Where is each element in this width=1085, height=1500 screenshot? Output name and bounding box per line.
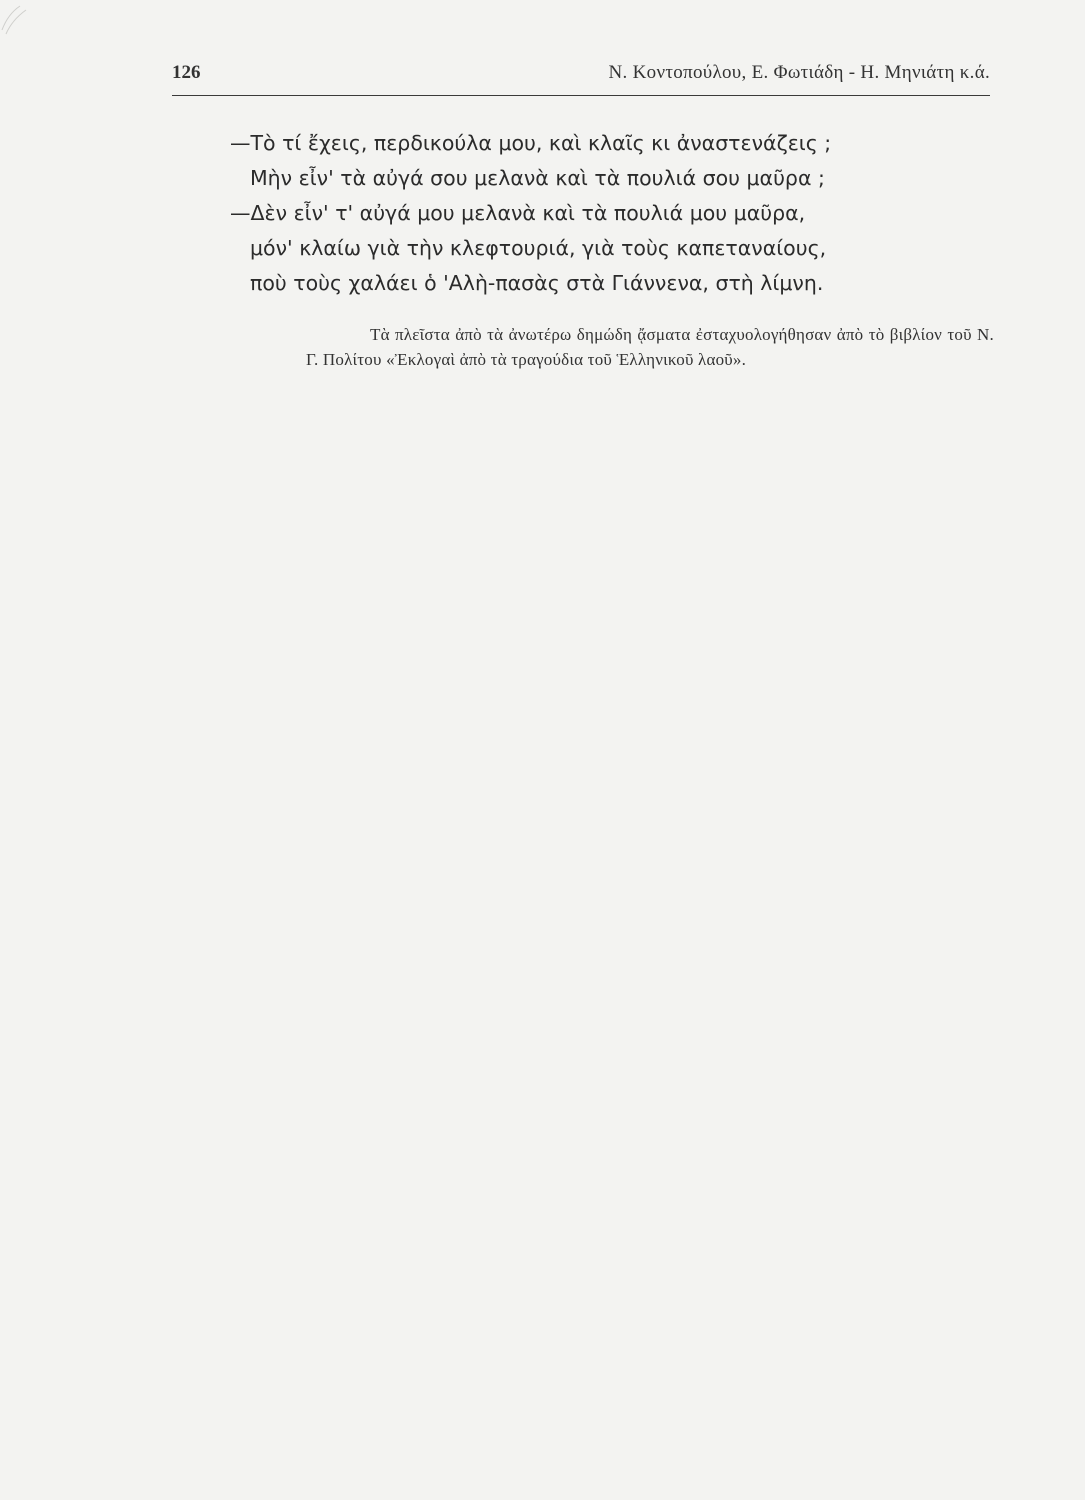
poem-line: ποὺ τοὺς χαλάει ὁ 'Αλὴ-πασὰς στὰ Γιάννενα, στὴ λίμνη. bbox=[250, 271, 824, 295]
source-footnote bbox=[306, 322, 994, 372]
footnote-text: Τὰ πλεῖστα ἀπὸ τὰ ἀνωτέρω δημώδη ᾄσματα ἐσταχυολογήθησαν ἀπὸ τὸ βιβλίον τοῦ Ν. Γ. Πολίτου «Ἐκλογαὶ ἀπὸ τὰ τραγούδια τοῦ Ἑλληνικοῦ λαοῦ». bbox=[306, 325, 994, 369]
corner-smudge bbox=[0, 0, 40, 40]
poem-line: —Δὲν εἶν' τ' αὐγά μου μελανὰ καὶ τὰ πουλιά μου μαῦρα, bbox=[230, 201, 806, 225]
page-header bbox=[172, 62, 990, 88]
header-rule bbox=[172, 95, 990, 96]
poem-line: Μὴν εἶν' τὰ αὐγά σου μελανὰ καὶ τὰ πουλιά σου μαῦρα ; bbox=[250, 166, 825, 190]
running-head: Ν. Κοντοπούλου, Ε. Φωτιάδη - Η. Μηνιάτη κ.ά. bbox=[608, 62, 990, 83]
page-number: 126 bbox=[172, 62, 201, 83]
poem-line: μόν' κλαίω γιὰ τὴν κλεφτουριά, γιὰ τοὺς καπεταναίους, bbox=[250, 236, 827, 260]
poem-stanza bbox=[230, 126, 990, 301]
poem-line: —Τὸ τί ἔχεις, περδικούλα μου, καὶ κλαῖς κι ἀναστενάζεις ; bbox=[230, 131, 832, 155]
